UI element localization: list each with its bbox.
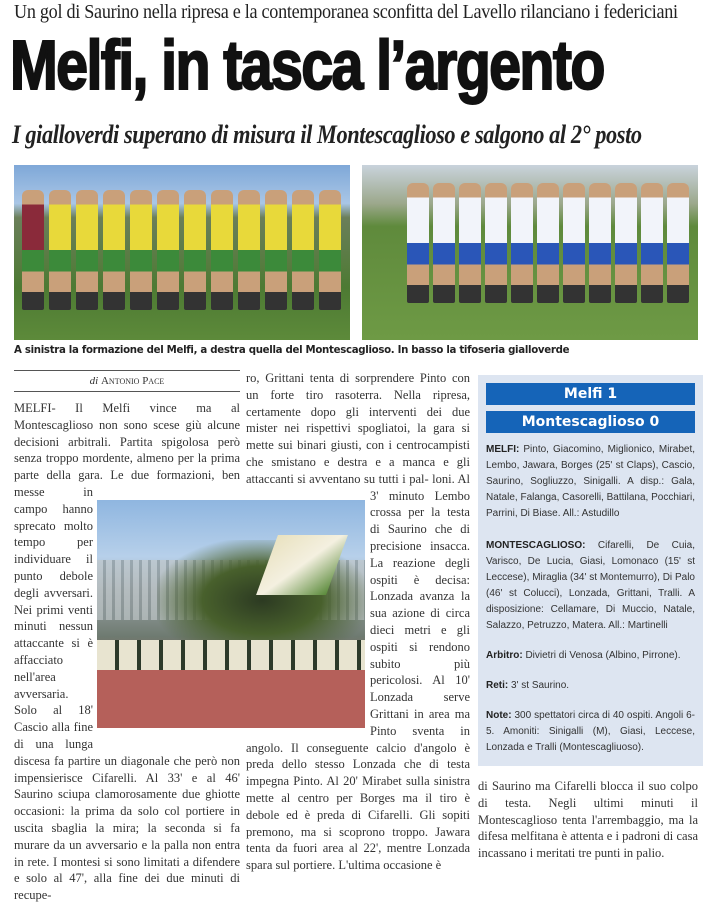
player-figure [292,190,314,310]
fans-photo [97,500,365,728]
byline-author: Antonio Pace [100,375,165,387]
col3-bottom-text: di Saurino ma Cifarelli blocca il suo colpo di testa. Negli ultimi minuti il Montescaglioso tenta l'arrembaggio, ma la difesa melfitana è attenta e i padroni di casa incassano i meritati tre punti in palio. [478,779,698,861]
player-figure [407,183,429,303]
player-figure [563,183,585,303]
referee-text: Divietri di Venosa (Albino, Pirrone). [525,650,681,661]
away-label: MONTESCAGLIOSO: [486,540,586,551]
home-label: MELFI: [486,444,520,455]
notes-label: Note: [486,710,512,721]
player-figure [641,183,663,303]
home-score: Melfi 1 [486,383,695,405]
montescaglioso-team-photo [362,165,698,340]
melfi-team-photo [14,165,350,340]
player-figure [319,190,341,310]
referee [486,648,695,664]
home-lineup [486,442,695,522]
player-figure [238,190,260,310]
home-lineup-text: Pinto, Giacomino, Miglionico, Mirabet, Lembo, Jawara, Borges (25' st Claps), Cascio, Saurino, Sogliuzzo, Sinigalli. A disp.: Gala, Natale, Falanga, Casorelli, Battilana, Pocchiari, Parrini, Di Biase. All.: Astudillo [486,444,695,519]
away-lineup-text: Cifarelli, De Cuia, Varisco, De Lucia, Giasi, Lomonaco (15' st Leccese), Miraglia (34' st Montemurro), Di Palo (46' st Colucci), Lonzada, Grittani, Tralli. A disposizione: Cellamare, Di Muccio, Natale, Salazzo, Petruzzo, Matera. All.: Martinelli [486,540,695,631]
player-figure [537,183,559,303]
player-figure [615,183,637,303]
scorebox [478,375,703,766]
col1-top-text: MELFI- Il Melfi vince ma al Montescaglioso non sono scese giù alcune decisioni arbitrali. Partita spigolosa però senza troppo mordente, almeno per la prima parte della gara. Le due formazioni, ben messe in campo [14,401,240,516]
referee-label: Arbitro: [486,650,523,661]
away-lineup [486,538,695,634]
player-figure [265,190,287,310]
headline: Melfi, in tasca l’argento [10,26,604,104]
player-figure [511,183,533,303]
photo-caption: A sinistra la formazione del Melfi, a destra quella del Montescaglioso. In basso la tifoseria gialloverde [14,345,570,356]
player-figure [157,190,179,310]
player-figure [667,183,689,303]
notes [486,708,695,756]
player-figure [22,190,44,310]
byline [14,371,240,391]
goals-text: 3' st Saurino. [511,680,570,691]
byline-prefix: di [89,375,99,387]
player-figure [49,190,71,310]
player-figure [211,190,233,310]
col1-narrow-text: hanno sprecato molto tempo per individuare il punto debole degli avversari. Nei primi venti minuti nessun attaccante si è affacciato nell'area avversaria. Solo al 18' Cascio alla fine di una [14,501,93,751]
subhead: I gialloverdi superano di misura il Montescaglioso e salgono al 2° posto [12,120,642,149]
kicker: Un gol di Saurino nella ripresa e la contemporanea sconfitta del Lavello rilanciano i federiciani [14,2,678,23]
away-score: Montescaglioso 0 [486,411,695,433]
player-figure [485,183,507,303]
player-figure [433,183,455,303]
player-figure [76,190,98,310]
notes-text: 300 spettatori circa di 40 ospiti. Angoli 6-5. Amoniti: Sinigalli (M), Giasi, Leccese, Lonzada e Tralli (Montescagliuoso). [486,710,696,753]
player-figure [103,190,125,310]
divider [14,391,240,392]
player-figure [589,183,611,303]
player-figure [130,190,152,310]
goals [486,678,695,694]
player-figure [184,190,206,310]
col2-bottom-text: area ma Pinto sventa in angolo. Il conseguente calcio d'angolo è preda dello stesso Lonzada che di testa impegna Pinto. Al 20' Mirabet sulla sinistra mette al centro per Borges ma il tiro è debole ed è preda di Cifarelli. Gli sopiti premono, ma si scoprono troppo. Jawara tenta da fuori area al 22', mentre Lonzada spara sul portiere. L'ultima occasione è [246,706,471,873]
col1-bottom-text: lunga discesa fa partire un diagonale che però non impensierisce Cifarelli. Al 33' e al 46' Saurino sciupa clamorosamente due ghiotte occasioni: la prima da solo col portiere in uscita sbaglia la mira; la seconda si fa murare da un avversario e la palla non entra in rete. I montesi si sono limitati a difendere e solo al 47', alla fine dei due minuti di recupe- [14,736,240,903]
col2-narrow-text: loni. Al 3' minuto Lembo crossa per la testa di Saurino che di precisione insacca. La reazione degli ospiti è decisa: Lonzada avanza la sua azione di circa dieci metri e gli ospiti si rendono subito più pericolosi. Al 10' Lonzada serve Grittani in [370,471,471,721]
column-3 [478,375,703,862]
player-figure [459,183,481,303]
goals-label: Reti: [486,680,509,691]
col2-top-text: ro, Grittani tenta di sorprendere Pinto con un forte tiro rasoterra. Nella ripresa, certamente dopo gli interventi dei due mister nei rispettivi spogliatoi, la gara si mette sui binari giusti, con i centrocampisti che smistano e destra e a manca e gli attaccanti si avventano su tutti i pal- [246,371,470,486]
